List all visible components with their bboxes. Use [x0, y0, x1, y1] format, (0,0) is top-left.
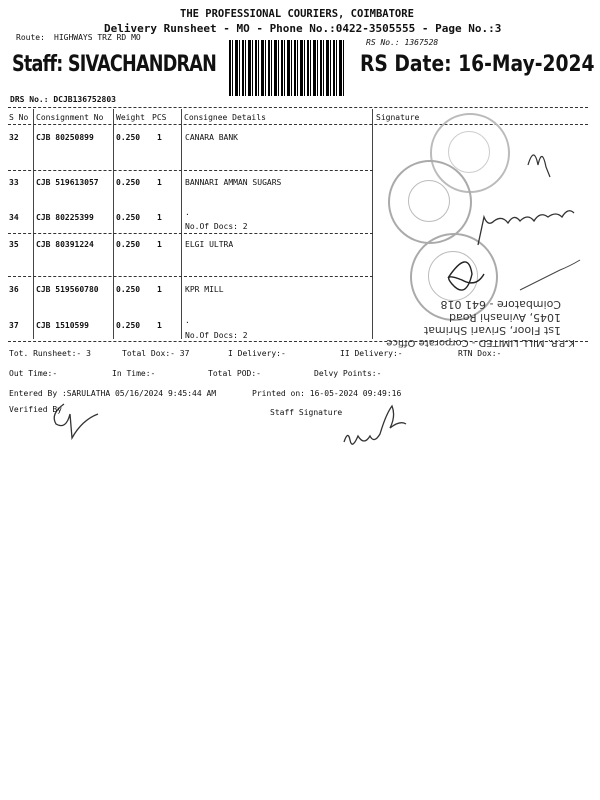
row-docs-count: No.Of Docs: 2 — [185, 331, 248, 340]
in-time: In Time:- — [112, 369, 156, 378]
route-value: HIGHWAYS TRZ RD MO — [54, 33, 141, 42]
drs-number: DRS No.: DCJB136752803 — [10, 95, 116, 104]
row-consignment: CJB 80250899 — [36, 133, 94, 142]
col-header-sno: S No — [9, 113, 29, 122]
row-weight: 0.250 — [116, 285, 141, 294]
col-header-weight: Weight — [116, 113, 145, 122]
total-pod: Total POD:- — [208, 369, 261, 378]
col-header-consignment: Consignment No — [36, 113, 104, 122]
row-consignment: CJB 80225399 — [36, 213, 94, 222]
col-header-pcs: PCS — [152, 113, 167, 122]
out-time: Out Time:- — [9, 369, 58, 378]
seal-line: K.P.R. MILL LIMITED - Corporate Office — [386, 337, 575, 348]
entered-by: Entered By :SARULATHA 05/16/2024 9:45:44 AM — [9, 389, 217, 398]
row-sno: 33 — [9, 178, 19, 187]
row-pcs: 1 — [157, 240, 162, 249]
ii-delivery: II Delivery:- — [340, 349, 403, 358]
verified-by: Verified By — [9, 405, 62, 414]
row-pcs: 1 — [157, 321, 162, 330]
row-consignee: ELGI ULTRA — [185, 240, 234, 249]
row-weight: 0.250 — [116, 213, 141, 222]
company-title: THE PROFESSIONAL COURIERS, COIMBATORE — [180, 8, 414, 20]
row-sno: 37 — [9, 321, 19, 330]
route-label: Route: — [16, 33, 45, 42]
row-consignee: BANNARI AMMAN SUGARS — [185, 178, 282, 187]
row-consignee: CANARA BANK — [185, 133, 238, 142]
seal-line: Coimbatore - 641 018 — [440, 298, 561, 311]
row-pcs: 1 — [157, 133, 162, 142]
rs-date-handwritten: RS Date: 16-May-2024 — [360, 52, 595, 77]
rs-number: RS No.: 1367528 — [366, 38, 439, 47]
row-sno: 32 — [9, 133, 19, 142]
row-consignment: CJB 519560780 — [36, 285, 99, 294]
col-header-consignee: Consignee Details — [184, 113, 266, 122]
row-consignment: CJB 519613057 — [36, 178, 99, 187]
row-docs-count: No.Of Docs: 2 — [185, 222, 248, 231]
rtn-dox: RTN Dox:- — [458, 349, 502, 358]
staff-signature-label: Staff Signature — [270, 408, 343, 417]
row-pcs: 1 — [157, 178, 162, 187]
row-consignment: CJB 1510599 — [36, 321, 89, 330]
row-consignee: . — [185, 208, 190, 217]
row-sno: 35 — [9, 240, 19, 249]
company-seal-stamp — [360, 290, 575, 348]
row-consignment: CJB 80391224 — [36, 240, 94, 249]
row-weight: 0.250 — [116, 240, 141, 249]
row-sno: 36 — [9, 285, 19, 294]
row-weight: 0.250 — [116, 133, 141, 142]
printed-on: Printed on: 16-05-2024 09:49:16 — [252, 389, 402, 398]
row-pcs: 1 — [157, 213, 162, 222]
col-header-signature: Signature — [376, 113, 420, 122]
total-runsheet: Tot. Runsheet:- 3 — [9, 349, 91, 358]
row-sno: 34 — [9, 213, 19, 222]
staff-name-handwritten: Staff: SIVACHANDRAN — [12, 52, 217, 77]
i-delivery: I Delivery:- — [228, 349, 286, 358]
seal-line: 1st Floor, Srivari Shrimat — [423, 324, 561, 337]
row-pcs: 1 — [157, 285, 162, 294]
seal-line: 1045, Avinashi Road — [448, 311, 561, 324]
total-dox: Total Dox:- 37 — [122, 349, 190, 358]
row-consignee: . — [185, 316, 190, 325]
row-consignee: KPR MILL — [185, 285, 224, 294]
delvy-points: Delvy Points:- — [314, 369, 382, 378]
row-weight: 0.250 — [116, 321, 141, 330]
row-weight: 0.250 — [116, 178, 141, 187]
runsheet-subtitle: Delivery Runsheet - MO - Phone No.:0422-3505555 - Page No.:3 — [104, 22, 502, 35]
